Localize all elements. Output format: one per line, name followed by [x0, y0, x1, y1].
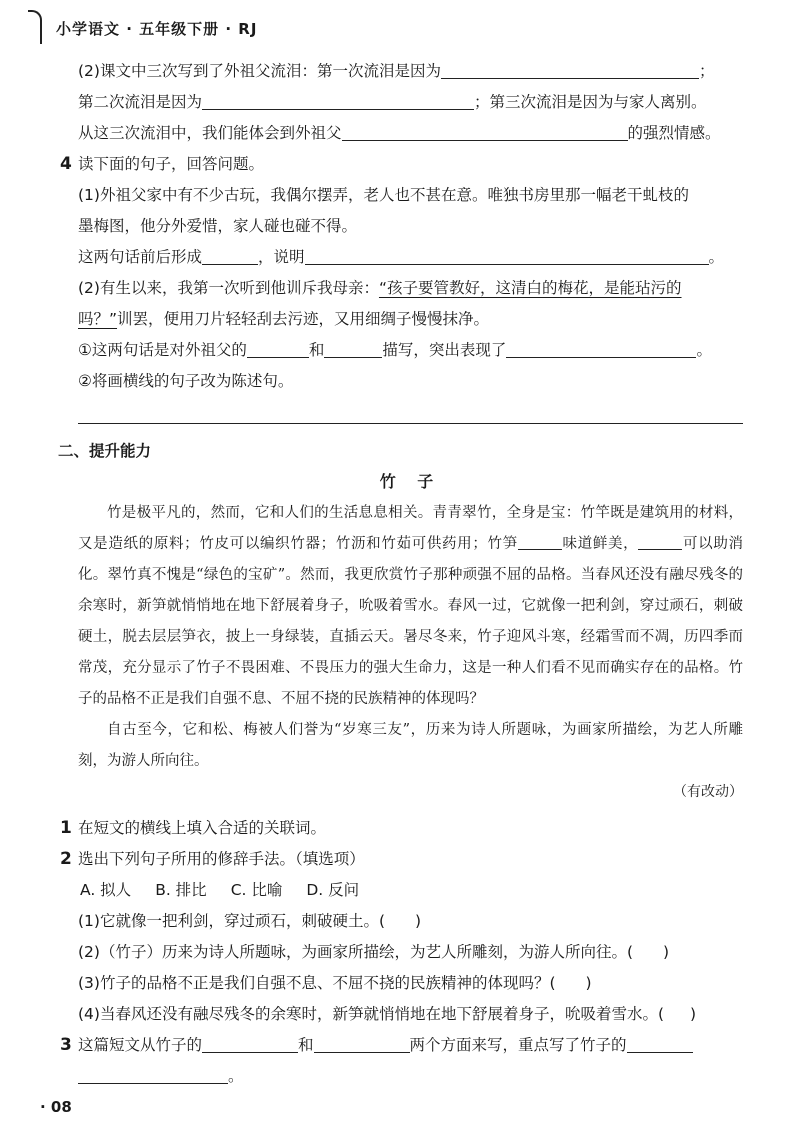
item-text: (1)它就像一把利剑，穿过顽石，刺破硬土。( [78, 912, 386, 930]
answer-blank[interactable] [324, 340, 382, 358]
q4-text: ①这两句话是对外祖父的 [78, 341, 247, 359]
answer-blank[interactable] [627, 1035, 693, 1053]
answer-blank[interactable] [342, 123, 628, 141]
q4-text: 这两句话前后形成 [78, 248, 203, 266]
option-d: D. 反问 [306, 881, 360, 899]
q4-text: 和 [308, 341, 325, 359]
q2-text: ； [698, 62, 715, 80]
answer-blank[interactable] [518, 534, 562, 550]
q2-3-cont [78, 1061, 743, 1092]
passage-paragraph-1 [78, 498, 743, 715]
q4-sentence-1b: 墨梅图，他分外爱惜，家人碰也碰不得。 [78, 217, 358, 235]
answer-blank[interactable] [202, 92, 474, 110]
answer-blank[interactable] [314, 1035, 410, 1053]
question-text: 在短文的横线上填入合适的关联词。 [78, 819, 327, 837]
question-text: 和 [298, 1036, 314, 1054]
passage-text: 味道鲜美， [561, 536, 639, 552]
answer-blank[interactable] [78, 1066, 228, 1084]
q2-text: (2)课文中三次写到了外祖父流泪：第一次流泪是因为 [78, 62, 441, 80]
q4-text: ，说明 [258, 248, 305, 266]
answer-blank[interactable] [305, 247, 709, 265]
q4-text: 训罢，便用刀片轻轻刮去污迹，又用细绸子慢慢抹净。 [117, 310, 490, 328]
answer-blank[interactable] [247, 340, 309, 358]
paren-close: ) [690, 1005, 697, 1023]
q2-text: ；第三次流泪是因为与家人离别。 [474, 93, 707, 111]
answer-line[interactable] [78, 401, 743, 424]
rhetoric-item-1 [78, 906, 743, 937]
page-content [58, 56, 744, 1092]
rhetoric-item-3 [78, 968, 743, 999]
q4-text: 。 [708, 248, 725, 266]
question-number: 4 [60, 154, 72, 174]
source-note: （有改动） [673, 784, 743, 800]
rhetoric-item-2 [78, 937, 743, 968]
underlined-sentence: 吗？” [78, 310, 118, 328]
item-text: (3)竹子的品格不正是我们自强不息、不屈不挠的民族精神的体现吗？( [78, 974, 556, 992]
paren-close: ) [415, 912, 422, 930]
question-number: 3 [60, 1035, 72, 1055]
option-c: C. 比喻 [230, 881, 283, 899]
options-row [78, 875, 743, 906]
q2-text: 从这三次流泪中，我们能体会到外祖父 [78, 124, 342, 142]
q2-3 [60, 1030, 743, 1061]
q2-line-2 [78, 87, 743, 118]
answer-blank[interactable] [202, 247, 258, 265]
item-text: (4)当春风还没有融尽残冬的余寒时，新笋就悄悄地在地下舒展着身子，吮吸着雪水。( [78, 1005, 665, 1023]
passage-body [78, 498, 743, 777]
q4-sentence-1a: (1)外祖父家中有不少古玩，我偶尔摆弄，老人也不甚在意。唯独书房里那一幅老干虬枝的 [78, 186, 689, 204]
q2-2 [60, 844, 743, 875]
q4-sentence-2a [78, 273, 743, 304]
question-text: 两个方面来写，重点写了竹子的 [409, 1036, 627, 1054]
q4-sub1 [78, 242, 743, 273]
q4-text: (2)有生以来，我第一次听到他训斥我母亲： [78, 279, 379, 297]
page-number: · 08 [40, 1098, 72, 1116]
passage-paragraph-2: 自古至今，它和松、梅被人们誉为“岁寒三友”，历来为诗人所题咏，为画家所描绘，为艺人所雕刻，为游人所向往。 [78, 722, 743, 769]
passage-text: 可以助消化。翠竹真不愧是“绿色的宝矿”。然而，我更欣赏竹子那种顽强不屈的品格。当春风还没有融尽残冬的余寒时，新笋就悄悄地在地下舒展着身子，吮吸着雪水。春风一过，它就像一把利剑，穿过顽石，刺破硬土，脱去层层笋衣，披上一身绿装，直插云天。暑尽冬来，竹子迎风斗寒，经霜雪而不凋，历四季而常茂，充分显示了竹子不畏困难、不畏压力的强大生命力，这是一种人们看不见而确实存在的品格。竹子的品格不正是我们自强不息、不屈不挠的民族精神的体现吗？ [78, 536, 744, 707]
question-number: 1 [60, 818, 72, 838]
q2-line-1 [78, 56, 743, 87]
q2-text: 的强烈情感。 [627, 124, 721, 142]
answer-blank[interactable] [441, 61, 699, 79]
passage-text: 竹是极平凡的，然而，它和人们的生活息息相关。青青翠竹，全身是宝：竹竿既是建筑用的材料，又是造纸的原料；竹皮可以编织竹器；竹沥和竹茹可供药用；竹笋 [78, 505, 743, 552]
q2-text: 第二次流泪是因为 [78, 93, 203, 111]
question-text: 这篇短文从竹子的 [78, 1036, 203, 1054]
answer-blank[interactable] [202, 1035, 298, 1053]
item-text: (2)（竹子）历来为诗人所题咏，为画家所描绘，为艺人所雕刻，为游人所向往。( [78, 943, 634, 961]
q4-sub2-1 [78, 335, 743, 366]
question-text: 。 [228, 1067, 244, 1085]
rhetoric-item-4 [78, 999, 743, 1030]
question-text: 选出下列句子所用的修辞手法。（填选项） [78, 850, 365, 868]
section-title: 二、提升能力 [58, 442, 152, 460]
option-a: A. 拟人 [80, 881, 132, 899]
underlined-sentence: “孩子要管教好，这清白的梅花，是能玷污的 [378, 279, 682, 297]
answer-blank[interactable] [506, 340, 696, 358]
page-corner-mark [28, 10, 42, 44]
q4-sub2-2: ②将画横线的句子改为陈述句。 [78, 372, 294, 390]
book-header: 小学语文 · 五年级下册 · RJ [56, 20, 258, 38]
paren-close: ) [663, 943, 670, 961]
q4-sentence-2b [78, 304, 743, 335]
paren-close: ) [585, 974, 592, 992]
q4-text: 描写，突出表现了 [382, 341, 507, 359]
q2-line-3 [78, 118, 743, 149]
answer-blank[interactable] [638, 534, 682, 550]
q2-1 [60, 813, 743, 844]
question-text: 读下面的句子，回答问题。 [78, 155, 265, 173]
question-number: 2 [60, 849, 72, 869]
passage-title: 竹 子 [379, 472, 442, 491]
option-b: B. 排比 [155, 881, 207, 899]
q4-text: 。 [696, 341, 712, 359]
q4-prompt [60, 149, 743, 180]
